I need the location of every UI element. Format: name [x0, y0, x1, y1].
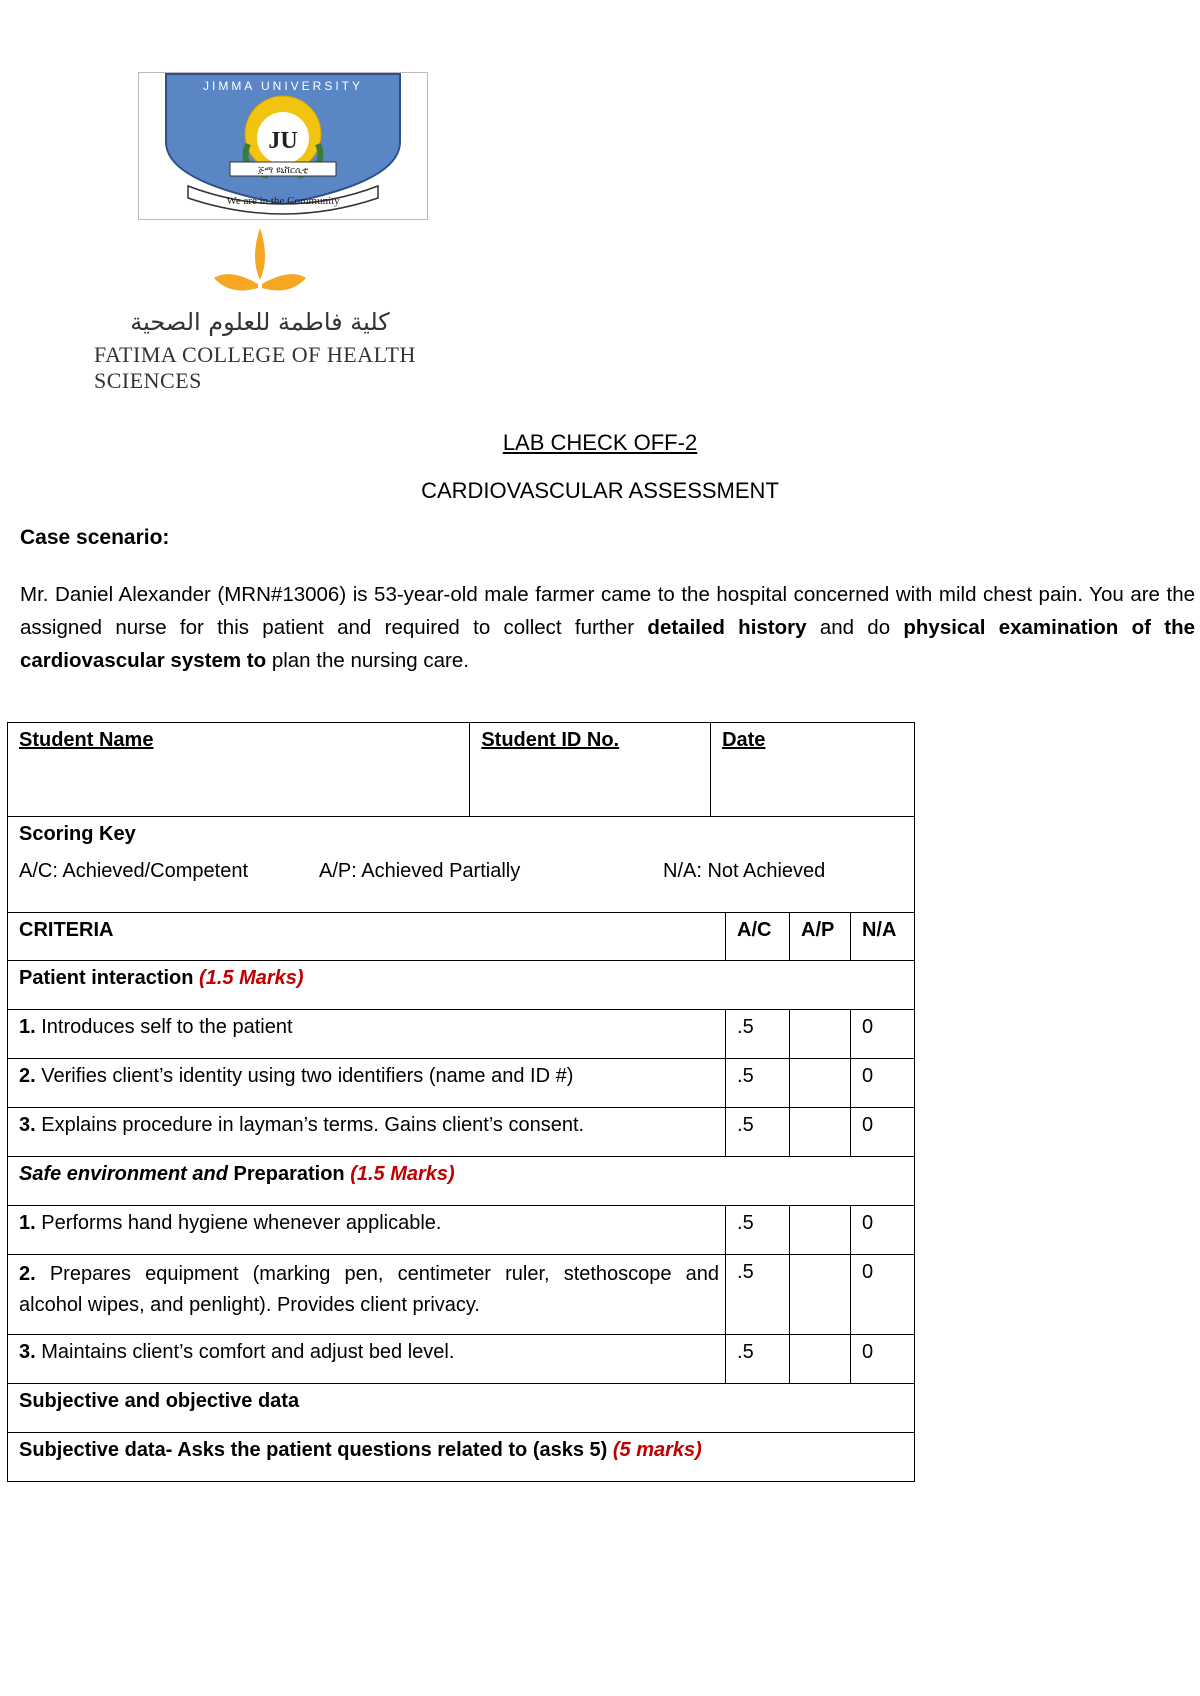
score-ac[interactable]: .5 [726, 1010, 790, 1059]
table-row [8, 1059, 915, 1108]
col-ap-header: A/P [790, 913, 851, 961]
case-text-part: plan the nursing care. [266, 649, 469, 672]
scoring-key-title: Scoring Key [19, 823, 136, 845]
section-label: Subjective data- Asks the patient questions related to (asks 5) [19, 1439, 608, 1461]
jimma-university-logo [138, 72, 428, 220]
score-ap[interactable] [790, 1335, 851, 1384]
table-row [8, 1206, 915, 1255]
item-text: Introduces self to the patient [35, 1016, 293, 1038]
item-number: 2. [19, 1065, 36, 1087]
section-subjective-objective: Subjective and objective data [8, 1384, 915, 1433]
jimma-motto: We are in the Community [226, 195, 340, 207]
item-text: Performs hand hygiene whenever applicable. [35, 1212, 442, 1234]
score-ac[interactable]: .5 [726, 1206, 790, 1255]
jimma-arc-text: JIMMA UNIVERSITY [202, 79, 364, 93]
section-marks: (1.5 Marks) [199, 967, 304, 989]
score-na[interactable]: 0 [850, 1108, 914, 1157]
fatima-arabic-name: كلية فاطمة للعلوم الصحية [130, 308, 390, 336]
table-row [8, 1108, 915, 1157]
score-na[interactable]: 0 [850, 1206, 914, 1255]
criteria-header: CRITERIA [8, 913, 726, 961]
key-ap: A/P: Achieved Partially [319, 860, 521, 882]
item-text: Verifies client’s identity using two identifiers (name and ID #) [35, 1065, 574, 1087]
item-text: Prepares equipment (marking pen, centimeter ruler, stethoscope and alcohol wipes, and penlight). Provides client privacy. [19, 1263, 720, 1316]
score-ac[interactable]: .5 [726, 1255, 790, 1335]
item-number: 3. [19, 1114, 36, 1136]
date-label: Date [722, 729, 766, 751]
student-name-cell[interactable] [8, 723, 470, 817]
check-off-table [7, 722, 915, 1482]
case-scenario-text [20, 578, 1195, 677]
score-ac[interactable]: .5 [726, 1059, 790, 1108]
student-name-label: Student Name [19, 729, 154, 751]
section-label: Patient interaction [19, 967, 194, 989]
item-text: Explains procedure in layman’s terms. Gains client’s consent. [35, 1114, 585, 1136]
table-row [8, 1255, 915, 1335]
page-subtitle: CARDIOVASCULAR ASSESSMENT [421, 478, 779, 503]
item-number: 3. [19, 1341, 36, 1363]
key-ac: A/C: Achieved/Competent [19, 860, 249, 882]
score-ap[interactable] [790, 1255, 851, 1335]
col-ac-header: A/C [726, 913, 790, 961]
section-patient-interaction [8, 961, 915, 1010]
item-number: 1. [19, 1016, 36, 1038]
student-id-label: Student ID No. [481, 729, 620, 751]
case-scenario-label: Case scenario: [20, 526, 170, 549]
case-text-bold: detailed history [647, 616, 807, 639]
fatima-english-name: FATIMA COLLEGE OF HEALTH SCIENCES [94, 342, 416, 393]
score-ap[interactable] [790, 1108, 851, 1157]
flame-icon [200, 228, 320, 298]
score-ac[interactable]: .5 [726, 1108, 790, 1157]
item-number: 1. [19, 1212, 36, 1234]
score-ap[interactable] [790, 1059, 851, 1108]
section-marks: (1.5 Marks) [350, 1163, 455, 1185]
section-marks: (5 marks) [612, 1439, 702, 1461]
case-text-part: and do [806, 616, 904, 639]
case-text-bold: physical examination of the cardiovascular system to [20, 616, 1195, 672]
student-id-cell[interactable] [470, 723, 711, 817]
item-text: Maintains client’s comfort and adjust bed level. [35, 1341, 455, 1363]
score-na[interactable]: 0 [850, 1255, 914, 1335]
key-na: N/A: Not Achieved [663, 860, 826, 882]
score-ap[interactable] [790, 1206, 851, 1255]
section-label-italic: Safe environment and [19, 1163, 228, 1185]
col-na-header: N/A [850, 913, 914, 961]
item-number: 2. [19, 1263, 36, 1285]
jimma-monogram: JU [268, 128, 298, 154]
jimma-amharic-name: ጅማ ዩኒቨርሲቲ [257, 166, 309, 176]
score-na[interactable]: 0 [850, 1059, 914, 1108]
section-safe-environment [8, 1157, 915, 1206]
table-row [8, 1010, 915, 1059]
table-row [8, 1335, 915, 1384]
page-title: LAB CHECK OFF-2 [502, 430, 698, 455]
jimma-seal-graphic [138, 72, 428, 220]
score-ap[interactable] [790, 1010, 851, 1059]
score-na[interactable]: 0 [850, 1335, 914, 1384]
score-na[interactable]: 0 [850, 1010, 914, 1059]
case-text-part: Mr. Daniel Alexander (MRN#13006) is 53-year-old male farmer came to the hospital concerned with mild chest pain. You are the assigned nurse for this patient and required to collect further [20, 583, 1195, 639]
scoring-key-cell [8, 817, 915, 913]
fatima-college-logo [92, 236, 422, 393]
date-cell[interactable] [711, 723, 915, 817]
section-label: Preparation [227, 1163, 345, 1185]
score-ac[interactable]: .5 [726, 1335, 790, 1384]
section-subjective-data [8, 1433, 915, 1482]
